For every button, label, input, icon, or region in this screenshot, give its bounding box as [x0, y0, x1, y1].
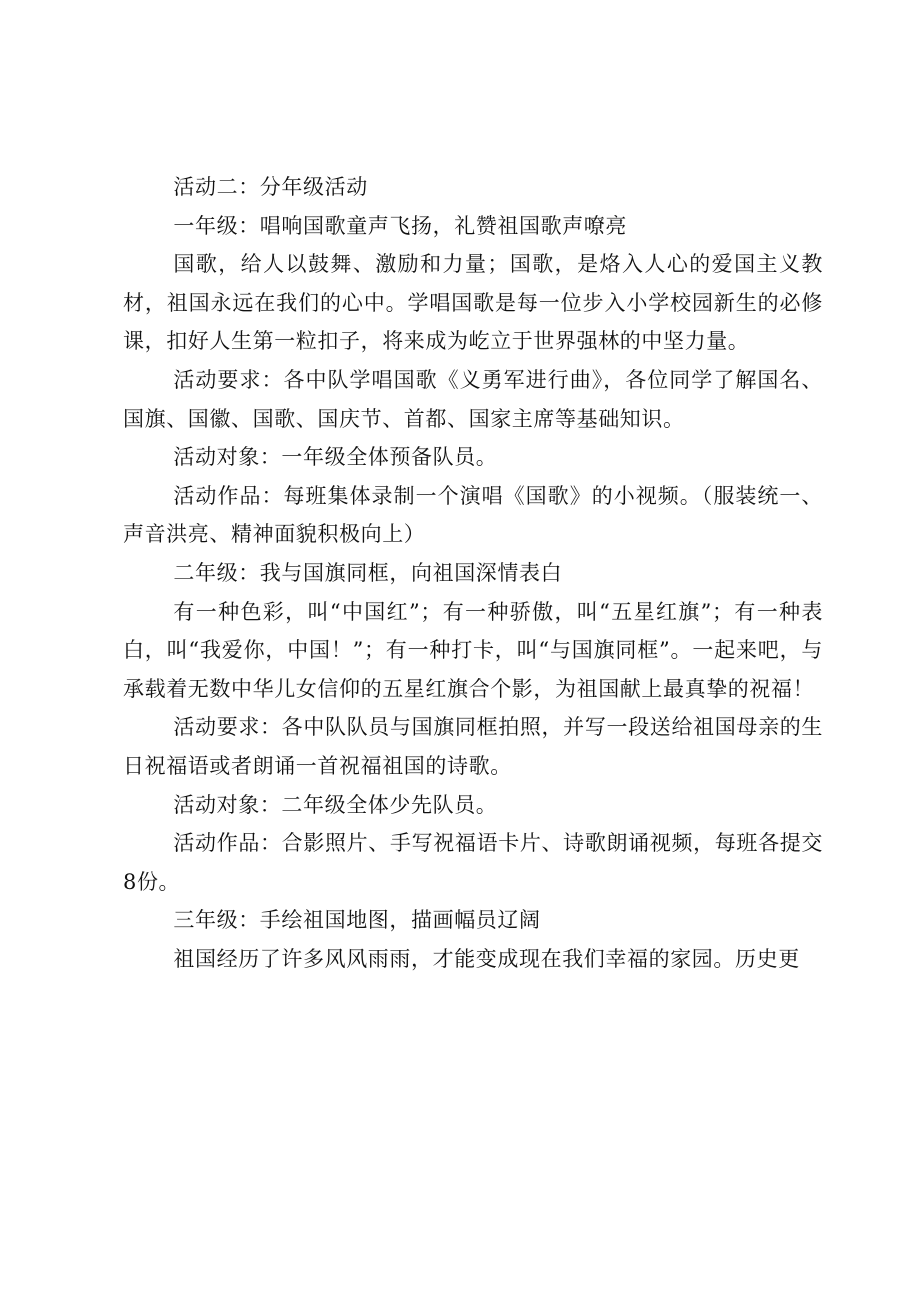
- grade-two-heading: 二年级：我与国旗同框，向祖国深情表白: [173, 560, 563, 585]
- grade-three-intro: 祖国经历了许多风风雨雨，才能变成现在我们幸福的家园。历史更: [173, 946, 800, 971]
- section-heading-activity-two: 活动二：分年级活动: [173, 175, 368, 199]
- grade-one-requirements: 活动要求：各中队学唱国歌《义勇军进行曲》，各位同学了解国名、国旗、国徽、国歌、国庆节、首都、国家主席等基础知识。: [123, 367, 823, 431]
- grade-two-works: 活动作品：合影照片、手写祝福语卡片、诗歌朗诵视频，每班各提交8份。: [123, 831, 823, 894]
- grade-two-intro: 有一种色彩，叫“中国红”；有一种骄傲，叫“五星红旗”；有一种表白，叫“我爱你，中国！”；有一种打卡，叫“与国旗同框”。一起来吧，与承载着无数中华儿女信仰的五星红旗合个影，为祖国献上最真挚的祝福！: [123, 599, 823, 701]
- grade-one-intro: 国歌，给人以鼓舞、激励和力量；国歌，是烙入人心的爱国主义教材，祖国永远在我们的心中。学唱国歌是每一位步入小学校园新生的必修课，扣好人生第一粒扣子，将来成为屹立于世界强林的中坚力量。: [123, 252, 823, 354]
- grade-one-participants: 活动对象：一年级全体预备队员。: [173, 445, 498, 470]
- document-body: [123, 168, 823, 978]
- grade-one-heading: 一年级：唱响国歌童声飞扬，礼赞祖国歌声嘹亮: [173, 213, 627, 238]
- grade-one-works: 活动作品：每班集体录制一个演唱《国歌》的小视频。（服装统一、声音洪亮、精神面貌积极向上）: [123, 483, 823, 547]
- grade-two-participants: 活动对象：二年级全体少先队员。: [173, 792, 498, 817]
- grade-two-requirements: 活动要求：各中队队员与国旗同框拍照，并写一段送给祖国母亲的生日祝福语或者朗诵一首祝福祖国的诗歌。: [123, 715, 823, 778]
- grade-three-heading: 三年级：手绘祖国地图，描画幅员辽阔: [173, 908, 541, 933]
